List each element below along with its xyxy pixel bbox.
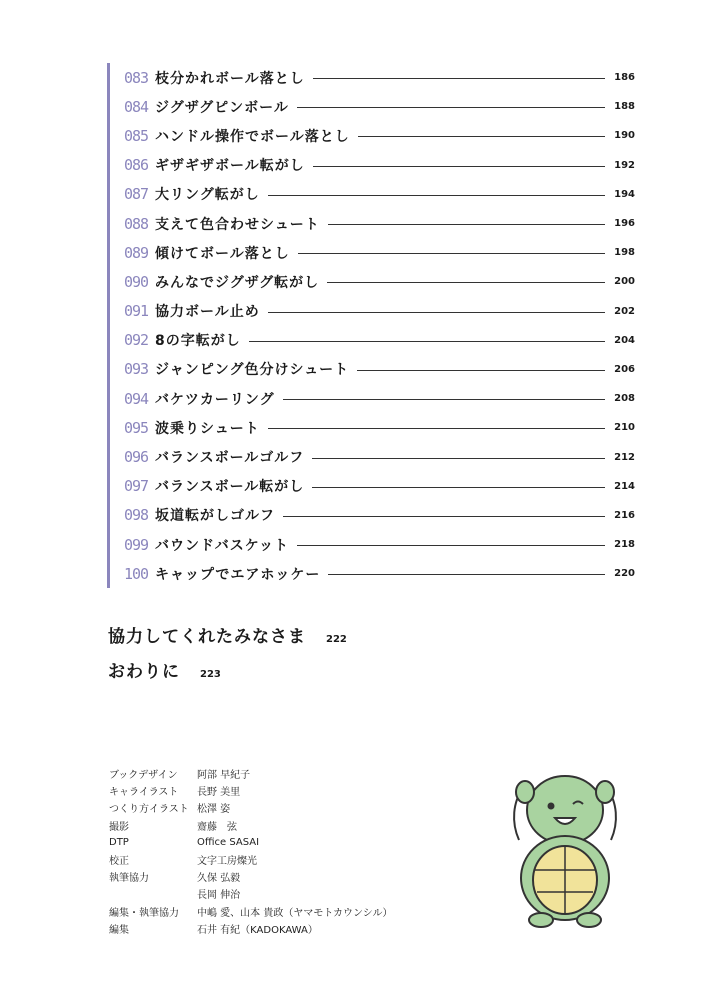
toc-number: 098	[124, 506, 149, 525]
credit-role: 校正	[109, 856, 129, 868]
toc-row[interactable]	[110, 384, 635, 413]
toc-title: キャップでエアホッケー	[155, 566, 321, 583]
toc-title: 枝分かれボール落とし	[155, 70, 305, 87]
toc-leader-line	[268, 428, 605, 429]
toc-row[interactable]	[110, 92, 635, 121]
credit-row	[109, 920, 393, 937]
toc-page: 208	[614, 393, 635, 405]
toc-leader-line	[328, 574, 605, 575]
toc-number: 095	[124, 418, 149, 437]
toc-page: 202	[614, 305, 635, 317]
toc-title: ジグザグピンボール	[155, 99, 289, 116]
toc-number: 085	[124, 126, 149, 145]
extra-page: 222	[326, 634, 347, 645]
toc-page: 198	[614, 247, 635, 259]
toc-page: 188	[614, 101, 635, 113]
credit-role: ブックデザイン	[109, 770, 178, 782]
toc-extra-thanks[interactable]	[108, 622, 347, 647]
toc-number: 094	[124, 389, 149, 408]
toc-page: 200	[614, 276, 635, 288]
toc-page: 204	[614, 334, 635, 346]
toc-leader-line	[313, 78, 605, 79]
credit-role: 撮影	[109, 821, 129, 833]
toc-row[interactable]	[110, 355, 635, 384]
toc-page: 196	[614, 218, 635, 230]
credit-row	[109, 765, 393, 782]
toc-title: 大リング転がし	[155, 187, 260, 204]
toc-page: 216	[614, 509, 635, 521]
credit-role: 編集	[109, 924, 129, 936]
toc-row[interactable]	[110, 267, 635, 296]
credit-row	[109, 799, 393, 816]
toc-title: 波乗りシュート	[155, 420, 260, 437]
toc-leader-line	[297, 545, 605, 546]
toc-title: 傾けてボール落とし	[155, 245, 290, 262]
extra-title: 協力してくれたみなさま	[108, 627, 306, 647]
toc-row[interactable]	[110, 326, 635, 355]
toc-page: 206	[614, 363, 635, 375]
toc-leader-line	[312, 458, 605, 459]
toc-leader-line	[313, 166, 605, 167]
toc-page: 210	[614, 422, 635, 434]
credit-row	[109, 903, 393, 920]
toc-leader-line	[283, 399, 605, 400]
toc-number: 088	[124, 214, 149, 233]
extra-page: 223	[200, 669, 221, 680]
toc-number: 090	[124, 272, 149, 291]
toc-number: 092	[124, 331, 149, 350]
toc-page: 212	[614, 451, 635, 463]
toc-number: 086	[124, 156, 149, 175]
credit-name: 齋藤 弦	[197, 821, 237, 833]
toc-number: 097	[124, 477, 149, 496]
toc-row[interactable]	[110, 413, 635, 442]
toc-title: ハンドル操作でボール落とし	[155, 128, 350, 145]
toc-row[interactable]	[110, 442, 635, 471]
toc-row[interactable]	[110, 180, 635, 209]
toc-page: 220	[614, 568, 635, 580]
credit-name: 松澤 姿	[197, 804, 231, 816]
credit-name: 阿部 早紀子	[197, 770, 251, 782]
toc-page: 218	[614, 539, 635, 551]
toc-leader-line	[298, 253, 605, 254]
toc-row[interactable]	[110, 472, 635, 501]
toc-title: 支えて色合わせシュート	[155, 216, 320, 233]
toc-title: バケツカーリング	[155, 391, 275, 408]
toc-leader-line	[328, 224, 605, 225]
credit-role: DTP	[109, 836, 129, 848]
toc-title: バウンドバスケット	[155, 537, 290, 554]
toc-extra-afterword[interactable]	[108, 657, 221, 682]
toc-leader-line	[268, 195, 605, 196]
credit-name: 長野 美里	[197, 787, 241, 799]
credit-role: 編集・執筆協力	[109, 907, 179, 919]
credit-name: 久保 弘毅	[197, 873, 241, 885]
credit-role: 執筆協力	[109, 873, 149, 885]
credit-row	[109, 834, 393, 851]
toc-leader-line	[312, 487, 605, 488]
toc-row[interactable]	[110, 501, 635, 530]
toc-title: ギザギザボール転がし	[155, 158, 305, 175]
credit-row	[109, 782, 393, 799]
credit-row	[109, 851, 393, 868]
toc-row[interactable]	[110, 530, 635, 559]
toc-row[interactable]	[110, 151, 635, 180]
toc-number: 087	[124, 185, 149, 204]
toc-number: 093	[124, 360, 149, 379]
credit-row	[109, 868, 393, 885]
toc-row[interactable]	[110, 297, 635, 326]
toc-row[interactable]	[110, 63, 635, 92]
toc-leader-line	[358, 136, 605, 137]
toc-leader-line	[327, 282, 605, 283]
toc-row[interactable]	[110, 559, 635, 588]
credit-role: つくり方イラスト	[109, 804, 189, 816]
toc-row[interactable]	[110, 121, 635, 150]
credit-row	[109, 885, 393, 902]
toc-number: 089	[124, 243, 149, 262]
toc-number: 100	[124, 564, 149, 583]
toc-page: 186	[614, 72, 635, 84]
credit-name: 長岡 伸治	[197, 890, 241, 902]
toc-leader-line	[249, 341, 605, 342]
toc-number: 096	[124, 448, 149, 467]
toc-title: 坂道転がしゴルフ	[155, 508, 275, 525]
toc-number: 084	[124, 97, 149, 116]
toc-title: 協力ボール止め	[155, 304, 260, 321]
toc-page: 192	[614, 159, 635, 171]
toc-row[interactable]	[110, 209, 635, 238]
toc-leader-line	[268, 312, 605, 313]
extra-title: おわりに	[108, 662, 180, 682]
credit-role: キャライラスト	[109, 787, 179, 799]
toc-page: 190	[614, 130, 635, 142]
toc-title: 8の字転がし	[155, 333, 241, 350]
table-of-contents	[107, 63, 635, 588]
toc-number: 099	[124, 535, 149, 554]
toc-title: バランスボール転がし	[155, 479, 305, 496]
credit-row	[109, 817, 393, 834]
toc-row[interactable]	[110, 238, 635, 267]
toc-page: 194	[614, 188, 635, 200]
toc-leader-line	[297, 107, 605, 108]
toc-title: バランスボールゴルフ	[155, 450, 305, 467]
credit-name: 石井 有紀（KADOKAWA）	[197, 924, 318, 936]
toc-page: 214	[614, 480, 635, 492]
toc-number: 083	[124, 68, 149, 87]
credit-name: 中嶋 愛、山本 貴政（ヤマモトカウンシル）	[197, 907, 393, 919]
turtle-mascot-icon	[505, 770, 625, 930]
credits	[109, 765, 393, 937]
toc-leader-line	[283, 516, 605, 517]
toc-leader-line	[357, 370, 605, 371]
toc-number: 091	[124, 302, 149, 321]
toc-title: みんなでジグザグ転がし	[155, 274, 320, 291]
credit-name: 文字工房燦光	[197, 856, 257, 868]
toc-title: ジャンピング色分けシュート	[155, 362, 350, 379]
credit-name: Office SASAI	[197, 836, 260, 848]
